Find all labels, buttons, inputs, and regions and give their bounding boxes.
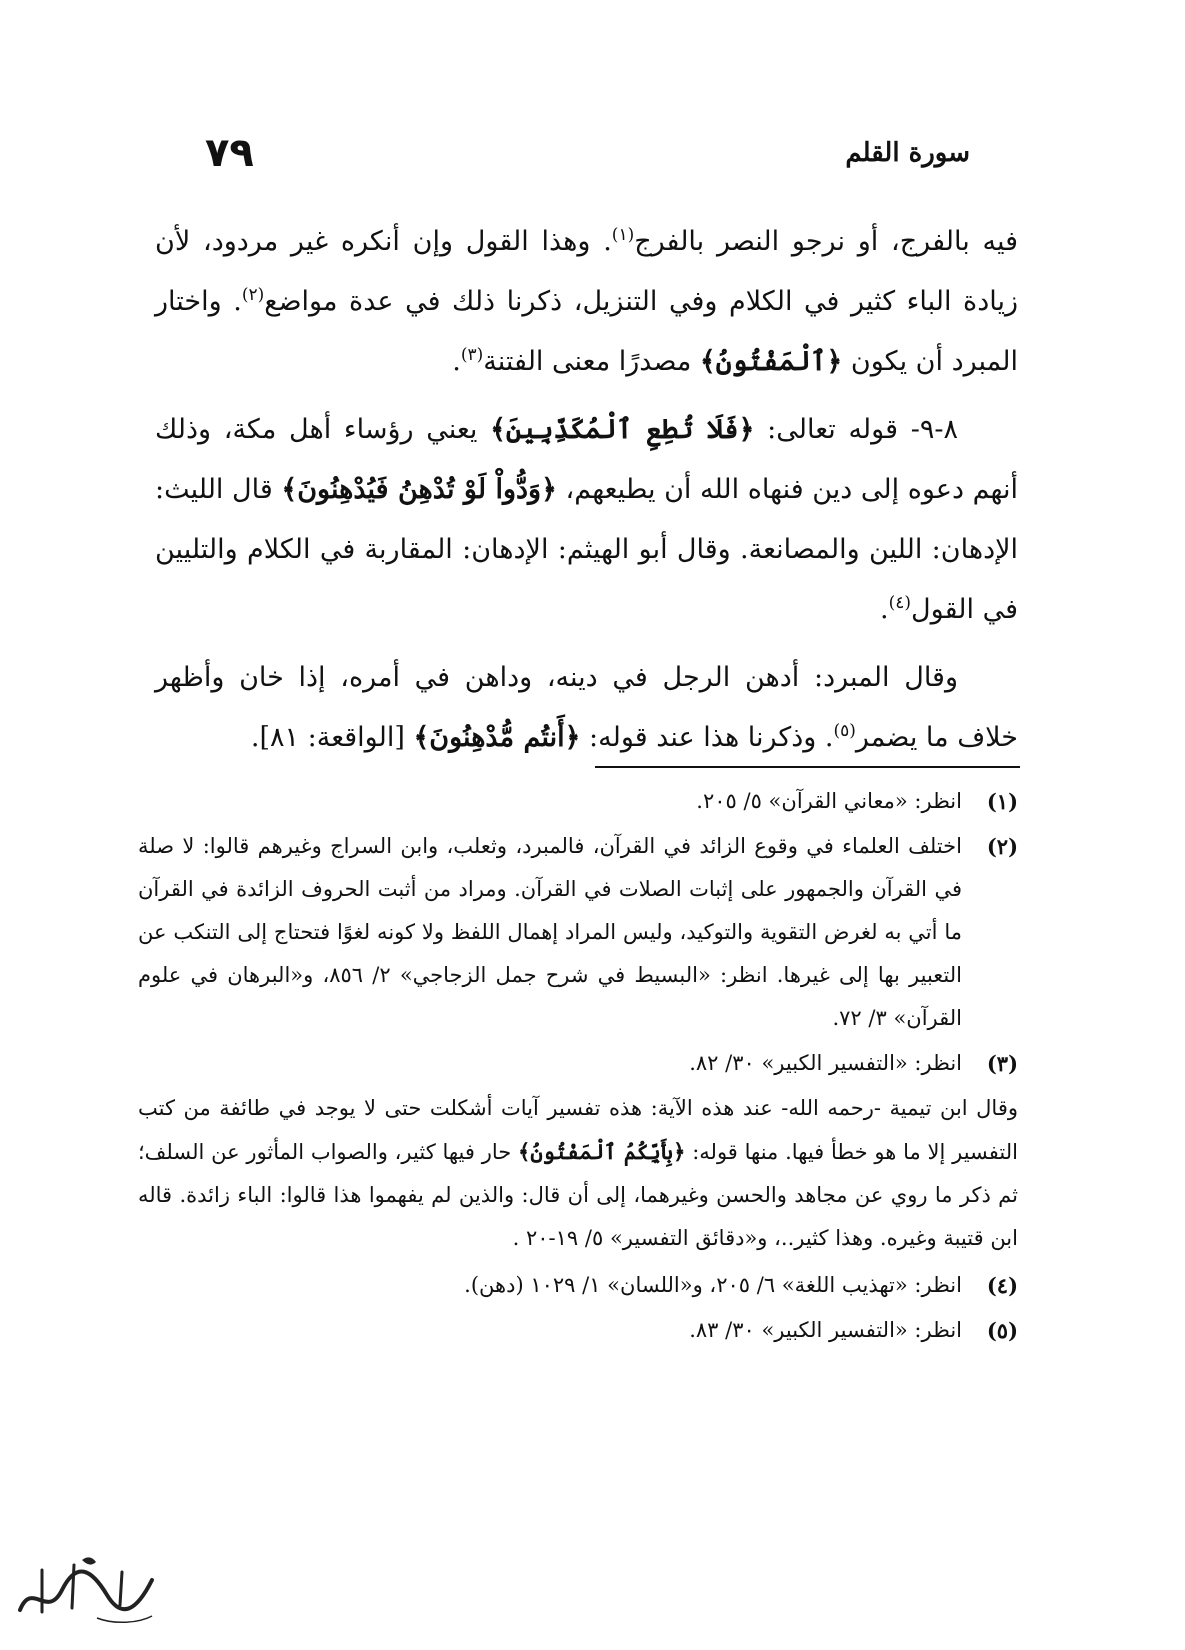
text-segment: حار فيها كثير، والصواب المأثور عن السلف؛ ثم ذكر ما روي عن مجاهد والحسن وغيرهما، إلى أن قال: والذين لم يفهموا هذا قالوا: الباء زائدة. قاله ابن قتيبة وغيره. وهذا كثير..، و«دقائق التفسير» ٥/ ١٩-٢٠ . bbox=[138, 1140, 1018, 1250]
text-segment: وقال المبرد: أدهن الرجل في دينه، وداهن في أمره، إذا خان وأظهر خلاف ما يضمر bbox=[155, 662, 1018, 753]
quran-quote: ﴿وَدُّواْ لَوْ تُدْهِنُ فَيُدْهِنُونَ﴾ bbox=[281, 474, 557, 505]
quran-quote: ﴿بِأَيِّكُمُ ٱلْمَفْتُونُ﴾ bbox=[518, 1139, 686, 1164]
text-segment: . وهذا القول وإن أنكره غير مردود، لأن زيادة الباء كثير في الكلام وفي التنزيل، ذكرنا ذلك في عدة مواضع bbox=[155, 226, 1019, 317]
footnote-ref: (١) bbox=[611, 225, 635, 245]
calligraphy-seal-logo bbox=[12, 1550, 162, 1630]
footnote-text: انظر: «التفسير الكبير» ٣٠/ ٨٢. bbox=[689, 1051, 962, 1075]
text-segment: مصدرًا معنى الفتنة bbox=[483, 346, 700, 377]
footnote-3-continuation bbox=[138, 1087, 1018, 1260]
text-segment: . واختار المبرد أن يكون bbox=[155, 286, 1018, 377]
quran-quote: ﴿فَلَا تُطِعِ ٱلْمُكَذِّبِينَ﴾ bbox=[490, 414, 755, 445]
footnote-separator bbox=[595, 766, 1020, 768]
page-header bbox=[205, 128, 970, 178]
text-segment: [الواقعة: ٨١]. bbox=[250, 722, 414, 753]
footnote-number: (٥) bbox=[986, 1318, 1018, 1343]
footnote-number: (٣) bbox=[986, 1051, 1018, 1076]
running-title: سورة القلم bbox=[845, 138, 970, 168]
footnotes bbox=[138, 780, 1018, 1354]
footnote-3 bbox=[138, 1042, 1018, 1085]
quran-quote: ﴿أَنتُم مُّدْهِنُونَ﴾ bbox=[413, 722, 581, 753]
text-segment: . bbox=[880, 594, 889, 625]
footnote-number: (١) bbox=[986, 789, 1018, 814]
text-segment: وقال ابن تيمية -رحمه الله- عند هذه الآية: هذه تفسير آيات أشكلت حتى لا يوجد في طائفة من كتب التفسير إلا ما هو خطأ فيها. منها قوله: bbox=[138, 1096, 1018, 1164]
footnote-ref: (٤) bbox=[888, 593, 912, 613]
text-segment: . bbox=[452, 346, 461, 377]
main-text bbox=[155, 212, 1018, 776]
quran-quote: ﴿ٱلْمَفْتُونُ﴾ bbox=[699, 346, 843, 377]
footnote-2 bbox=[138, 825, 1018, 1040]
page-number: ٧٩ bbox=[205, 130, 254, 176]
footnote-5 bbox=[138, 1309, 1018, 1352]
footnote-ref: (٥) bbox=[833, 721, 856, 741]
footnote-text: انظر: «التفسير الكبير» ٣٠/ ٨٣. bbox=[689, 1318, 962, 1342]
footnote-4 bbox=[138, 1264, 1018, 1307]
footnote-text: انظر: «تهذيب اللغة» ٦/ ٢٠٥، و«اللسان» ١/ ١٠٢٩ (دهن). bbox=[464, 1273, 962, 1297]
text-segment: يعني رؤساء أهل مكة، وذلك أنهم دعوه إلى دين فنهاه الله أن يطيعهم، bbox=[155, 414, 1019, 505]
footnote-number: (٢) bbox=[986, 834, 1018, 859]
text-segment: . وذكرنا هذا عند قوله: bbox=[580, 722, 834, 753]
footnote-ref: (٢) bbox=[241, 285, 265, 305]
paragraph-2 bbox=[155, 400, 1018, 640]
footnote-text: اختلف العلماء في وقوع الزائد في القرآن، فالمبرد، وثعلب، وابن السراج وغيرهم قالوا: لا صلة في القرآن والجمهور على إثبات الصلات في القرآن. ومراد من أثبت الحروف الزائدة في القرآن ما أتي به لغرض التقوية والتوكيد، وليس المراد إهمال اللفظ ولا كونه لغوًا فتحتاج إلى التنكب عن التعبير بها إلى غيرها. انظر: «البسيط في شرح جمل الزجاجي» ٢/ ٨٥٦، و«البرهان في علوم القرآن» ٣/ ٧٢. bbox=[138, 834, 962, 1030]
footnote-number: (٤) bbox=[986, 1273, 1018, 1298]
footnote-ref: (٣) bbox=[460, 345, 484, 365]
paragraph-1 bbox=[155, 212, 1018, 392]
text-segment: فيه بالفرج، أو نرجو النصر بالفرج bbox=[634, 226, 1019, 257]
footnote-1 bbox=[138, 780, 1018, 823]
paragraph-3 bbox=[155, 648, 1018, 768]
text-segment: قال الليث: الإدهان: اللين والمصانعة. وقال أبو الهيثم: الإدهان: المقاربة في الكلام والتليين في القول bbox=[155, 474, 1018, 625]
footnote-text: انظر: «معاني القرآن» ٥/ ٢٠٥. bbox=[696, 789, 962, 813]
text-segment: ٨-٩- قوله تعالى: bbox=[754, 414, 958, 445]
